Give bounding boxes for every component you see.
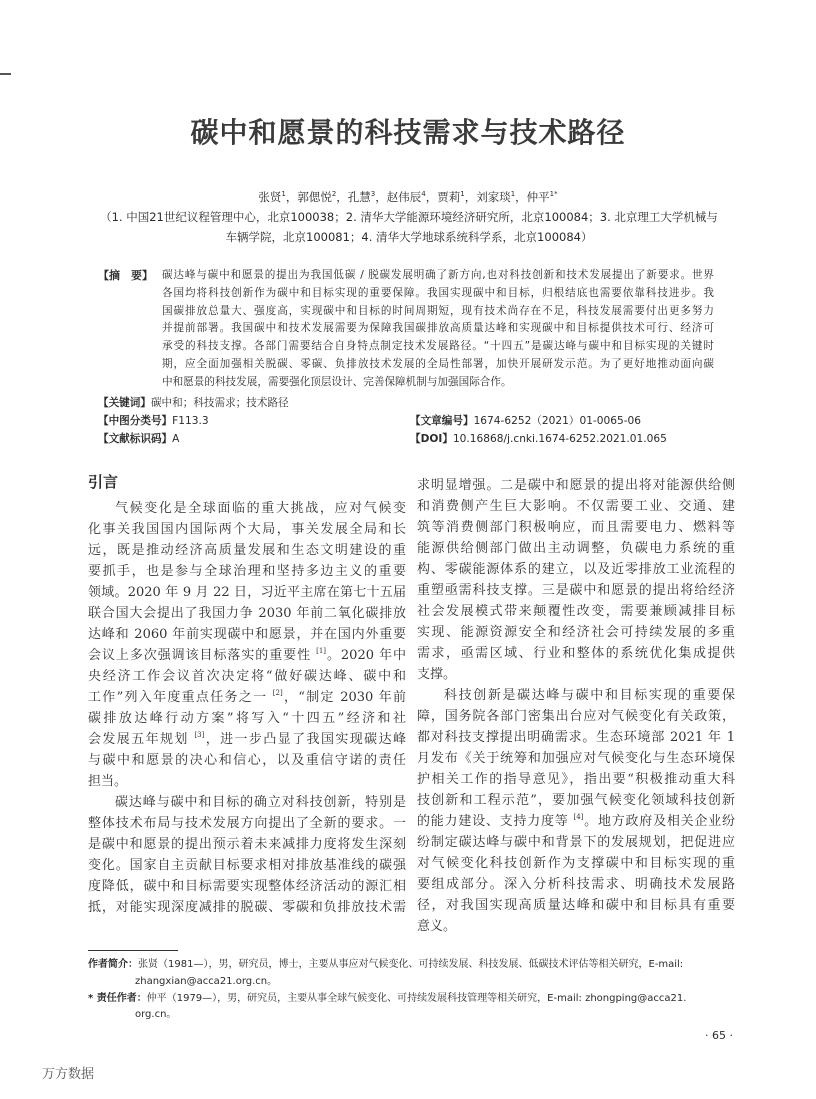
doi-label: 【DOI】	[410, 433, 453, 445]
affiliation-line: （1. 中国21世纪议程管理中心，北京100038；2. 清华大学能源环境经济研究所，北京100084；3. 北京理工大学机械与	[100, 210, 718, 224]
text-line: 整体技术布局与技术发展方向提出了全新的要求。一	[88, 816, 406, 831]
doi	[410, 431, 667, 447]
text-line: 与碳中和愿景的决心和信心，以及重信守诺的责任	[88, 753, 406, 768]
text-line: 会发展五年规划 [3]，进一步凸显了我国实现碳达峰	[88, 731, 406, 747]
text-line: 实现、能源资源安全和经济社会可持续发展的多重	[417, 625, 735, 640]
right-column	[417, 475, 735, 937]
text-line: 求明显增强。二是碳中和愿景的提出将对能源供给侧	[417, 478, 735, 493]
clc-number	[98, 413, 209, 429]
doc-code-value: A	[172, 433, 180, 445]
text-line: 纷制定碳达峰与碳中和背景下的发展规划，把促进应	[417, 835, 735, 850]
affiliations	[60, 207, 758, 247]
footnote-text: 仲平（1979—），男，研究员，主要从事全球气候变化、可持续发展科技管理等相关研究，E-mail: zhongping@acca21.	[146, 992, 687, 1004]
author-affiliation-mark: 1	[510, 190, 516, 198]
watermark: 万方数据	[42, 1067, 95, 1082]
abstract-line: 中和愿景的科技发展，需要强化顶层设计、完善保障机制与加强国际合作。	[162, 375, 512, 388]
author-name: 孔慧	[347, 189, 371, 204]
text-line: 支撑。	[417, 667, 457, 682]
text-line: 抵，对能实现深度减排的脱碳、零碳和负排放技术需	[88, 900, 406, 915]
text-line: 央经济工作会议首次决定将“做好碳达峰、碳中和	[88, 669, 406, 684]
crop-mark	[0, 73, 11, 75]
affiliation-line: 车辆学院，北京100081；4. 清华大学地球系统科学系，北京100084）	[225, 230, 593, 244]
text-line: 和消费侧产生巨大影响。不仅需要工业、交通、建	[417, 499, 735, 514]
text-line: 科技创新是碳达峰与碳中和目标实现的重要保	[444, 688, 735, 703]
abstract-label: 【摘 要】	[98, 269, 153, 282]
text-line: 障，国务院各部门密集出台应对气候变化有关政策，	[417, 709, 735, 724]
text-line: 技创新和工程示范”，要加强气候变化领域科技创新	[417, 793, 735, 808]
text-line: 径，对我国实现高质量达峰和碳中和目标具有重要	[417, 898, 735, 913]
citation-ref: [1]	[316, 647, 327, 655]
text-line: 远，既是推动经济高质量发展和生态文明建设的重	[88, 543, 406, 558]
abstract-body	[162, 267, 714, 392]
left-column	[88, 498, 406, 918]
author-name: 刘家琰	[476, 189, 511, 204]
clc-value: F113.3	[172, 415, 209, 427]
article-no-value: 1674-6252（2021）01-0065-06	[473, 415, 642, 427]
citation-ref: [3]	[194, 731, 205, 739]
text-line: 碳排放达峰行动方案”将写入“十四五”经济和社	[88, 711, 406, 726]
text-line: 需求，亟需区域、行业和整体的系统优化集成提供	[417, 646, 735, 661]
footnote-text: 张贤（1981—），男，研究员，博士，主要从事应对气候变化、可持续发展、科技发展、低碳技术评估等相关研究，E-mail:	[138, 959, 684, 970]
text-line: 是碳中和愿景的提出预示着未来减排力度将发生深刻	[88, 837, 406, 852]
author-affiliation-mark: 1	[460, 190, 465, 198]
doi-value: 10.16868/j.cnki.1674-6252.2021.01.065	[452, 433, 667, 445]
paragraph	[88, 792, 406, 918]
abstract-line: 国碳排放总量大、强度高，实现碳中和目标的时间周期短，现有技术尚存在不足，科技发展需要付出更多努力	[162, 304, 714, 317]
text-line: 达峰和 2060 年前实现碳中和愿景，并在国内外重要	[88, 627, 406, 642]
citation-ref: [2]	[272, 689, 283, 697]
text-line: 气候变化是全球面临的重大挑战，应对气候变	[115, 501, 406, 516]
text-line: 能源供给侧部门做出主动调整，负碳电力系统的重	[417, 541, 735, 556]
author-affiliation-mark: 2	[331, 190, 337, 198]
paragraph	[417, 475, 735, 685]
author-name: 赵伟辰	[386, 189, 422, 204]
footnote-divider	[88, 950, 178, 951]
text-line: 都对科技支撑提出明确需求。生态环境部 2021 年 1	[417, 730, 735, 745]
keywords-value: 碳中和；科技需求；技术路径	[150, 397, 289, 409]
footnote-continuation: org.cn。	[135, 1009, 177, 1021]
text-line: 联合国大会提出了我国力争 2030 年前二氧化碳排放	[88, 606, 406, 621]
text-line: 要组成部分。深入分析科技需求、明确技术发展路	[417, 877, 735, 892]
section-heading: 引言	[88, 473, 119, 491]
clc-label: 【中图分类号】	[98, 415, 173, 427]
text-line: 化事关我国国内国际两个大局，事关发展全局和长	[88, 522, 406, 537]
author-list: 张贤$^1$，郭偲悦$^2$，孔慧$^3$，赵伟辰$^4$，贾莉$^1$，刘家琰$^1$，仲平$^{1*}$	[258, 189, 558, 204]
text-line: 构、零碳能源体系的建立，以及近零排放工业流程的	[417, 562, 735, 577]
author-affiliation-mark: 4	[421, 190, 426, 198]
abstract-line: 并提前部署。我国碳中和技术发展需要为保障我国碳排放高质量达峰和实现碳中和目标提供技术可行、经济可	[162, 322, 714, 335]
text-line: 社会发展模式带来颠覆性改变，需要兼顾减排目标	[417, 604, 735, 619]
text-line: 度降低，碳中和目标需要实现整体经济活动的源汇相	[88, 879, 406, 894]
abstract-line: 碳达峰与碳中和愿景的提出为我国低碳 / 脱碳发展明确了新方向,也对科技创新和技术发展提出了新要求。世界	[162, 269, 714, 281]
text-line: 工作”列入年度重点任务之一 [2]，“制定 2030 年前	[88, 689, 406, 705]
text-line: 碳达峰与碳中和目标的确立对科技创新，特别是	[115, 795, 406, 810]
footnote-label: * 责任作者：	[88, 992, 147, 1004]
text-line: 意义。	[417, 919, 457, 934]
text-line: 的能力建设、支持力度等 [4]。地方政府及相关企业纷	[417, 813, 735, 829]
author-affiliation-mark: 3	[370, 190, 376, 198]
text-line: 会议上多次强调该目标落实的重要性 [1]。2020 年中	[88, 647, 406, 663]
text-line: 对气候变化科技创新作为支撑碳中和目标实现的重	[417, 856, 735, 871]
text-line: 重塑亟需科技支撑。三是碳中和愿景的提出将给经济	[417, 583, 735, 598]
footnote-label: 作者简介：	[88, 959, 138, 970]
author-name: 郭偲悦	[297, 189, 332, 204]
paragraph	[417, 685, 735, 937]
author-affiliation-mark: 1*	[549, 190, 558, 198]
text-line: 变化。国家自主贡献目标要求相对排放基准线的碳强	[88, 858, 406, 873]
page-title: 碳中和愿景的科技需求与技术路径	[190, 116, 626, 149]
keywords	[98, 395, 289, 411]
author-name: 仲平	[526, 189, 550, 204]
author-name: 张贤	[258, 189, 282, 204]
text-line: 月发布《关于统筹和加强应对气候变化与生态环境保	[417, 751, 735, 766]
paragraph	[88, 498, 406, 792]
text-line: 护相关工作的指导意见》，指出要“积极推动重大科	[417, 772, 735, 787]
article-number	[410, 413, 641, 429]
abstract-line: 各国均将科技创新作为碳中和目标实现的重要保障。我国实现碳中和目标，归根结底也需要依靠科技进步。我	[162, 286, 714, 299]
author-affiliation-mark: 1	[281, 190, 286, 198]
text-line: 领域。2020 年 9 月 22 日，习近平主席在第七十五届	[88, 585, 406, 600]
author-name: 贾莉	[437, 189, 461, 204]
text-line: 要抓手，也是参与全球治理和坚持多边主义的重要	[88, 564, 406, 579]
page-number: · 65 ·	[705, 1029, 733, 1042]
text-line: 筑等消费侧部门积极响应，而且需要电力、燃料等	[417, 520, 735, 535]
document-code	[98, 431, 179, 447]
keywords-label: 【关键词】	[98, 397, 151, 409]
text-line: 担当。	[88, 774, 128, 789]
footnotes	[88, 957, 748, 1024]
abstract-line: 期，应全面加强相关脱碳、零碳、负排放技术发展的全局性部署，加快开展研发示范。为了更好地推动面向碳	[162, 357, 714, 370]
doc-code-label: 【文献标识码】	[98, 433, 173, 445]
footnote	[88, 957, 748, 991]
article-no-label: 【文章编号】	[410, 415, 474, 427]
citation-ref: [4]	[573, 813, 584, 821]
abstract-line: 承受的科技支撑。各部门需要结合自身特点制定技术发展路径。“十四五”是碳达峰与碳中和目标实现的关键时	[162, 340, 714, 353]
footnote	[88, 991, 748, 1025]
footnote-continuation: zhangxian@acca21.org.cn。	[135, 975, 278, 987]
